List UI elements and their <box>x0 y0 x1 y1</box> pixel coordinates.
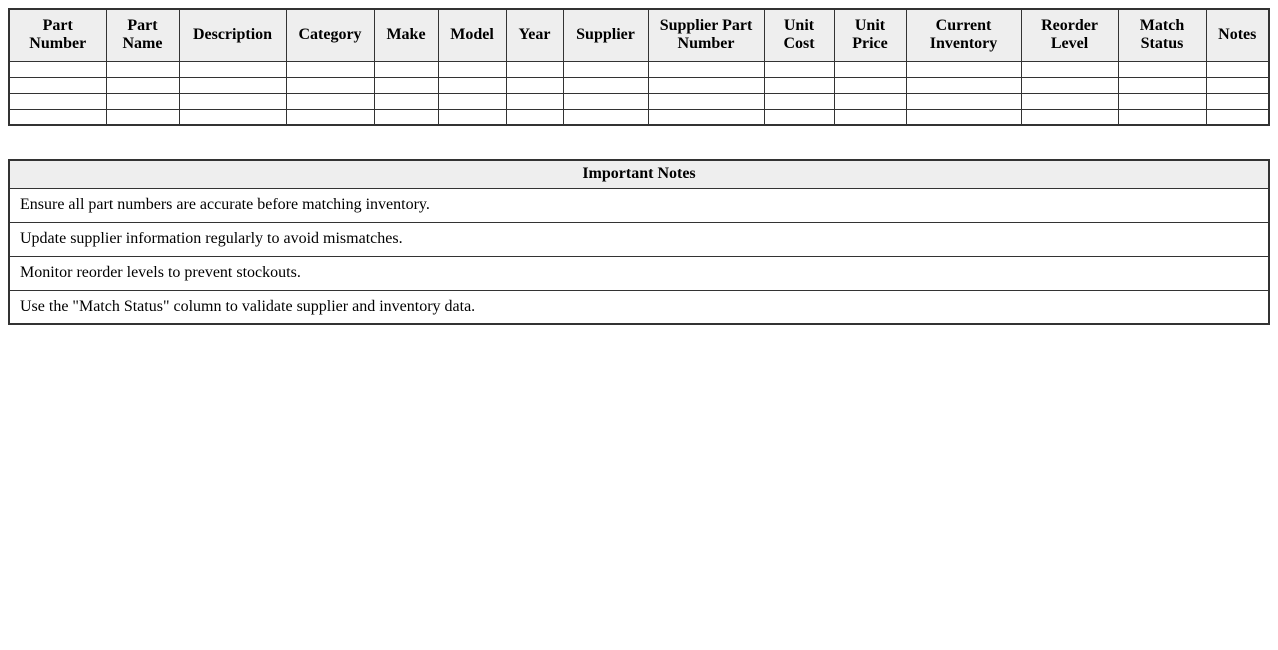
empty-cell <box>834 93 906 109</box>
empty-cell <box>374 109 438 125</box>
column-header-part-number: Part Number <box>9 9 106 61</box>
empty-cell <box>1021 77 1118 93</box>
empty-cell <box>1021 93 1118 109</box>
column-header-supplier: Supplier <box>563 9 648 61</box>
empty-cell <box>834 109 906 125</box>
empty-cell <box>506 109 563 125</box>
parts-table-body <box>9 61 1269 125</box>
empty-cell <box>1118 61 1206 77</box>
column-header-supplier-part-number: Supplier Part Number <box>648 9 764 61</box>
empty-cell <box>374 61 438 77</box>
note-row <box>9 222 1269 256</box>
parts-inventory-table <box>8 8 1270 126</box>
empty-cell <box>1206 61 1269 77</box>
empty-cell <box>286 93 374 109</box>
column-header-model: Model <box>438 9 506 61</box>
empty-cell <box>764 61 834 77</box>
column-header-match-status: Match Status <box>1118 9 1206 61</box>
empty-cell <box>374 93 438 109</box>
empty-cell <box>906 93 1021 109</box>
column-header-reorder-level: Reorder Level <box>1021 9 1118 61</box>
empty-data-row <box>9 93 1269 109</box>
column-header-unit-cost: Unit Cost <box>764 9 834 61</box>
empty-cell <box>1206 93 1269 109</box>
empty-cell <box>438 93 506 109</box>
column-header-notes: Notes <box>1206 9 1269 61</box>
column-header-part-name: Part Name <box>106 9 179 61</box>
empty-cell <box>1118 109 1206 125</box>
empty-cell <box>648 109 764 125</box>
note-text: Update supplier information regularly to avoid mismatches. <box>9 222 1269 256</box>
column-header-make: Make <box>374 9 438 61</box>
empty-cell <box>906 77 1021 93</box>
empty-data-row <box>9 109 1269 125</box>
empty-cell <box>9 109 106 125</box>
empty-cell <box>286 61 374 77</box>
empty-cell <box>1206 109 1269 125</box>
column-header-unit-price: Unit Price <box>834 9 906 61</box>
empty-cell <box>764 77 834 93</box>
empty-cell <box>563 109 648 125</box>
empty-cell <box>1118 93 1206 109</box>
note-row <box>9 188 1269 222</box>
empty-cell <box>834 61 906 77</box>
column-header-year: Year <box>506 9 563 61</box>
empty-cell <box>1118 77 1206 93</box>
empty-cell <box>648 61 764 77</box>
note-text: Use the "Match Status" column to validate supplier and inventory data. <box>9 290 1269 324</box>
empty-cell <box>9 77 106 93</box>
empty-cell <box>1021 61 1118 77</box>
empty-cell <box>563 93 648 109</box>
note-row <box>9 256 1269 290</box>
empty-cell <box>906 109 1021 125</box>
empty-cell <box>1206 77 1269 93</box>
column-header-description: Description <box>179 9 286 61</box>
empty-cell <box>106 109 179 125</box>
empty-cell <box>286 109 374 125</box>
empty-cell <box>179 109 286 125</box>
empty-cell <box>106 61 179 77</box>
empty-cell <box>286 77 374 93</box>
empty-data-row <box>9 77 1269 93</box>
empty-cell <box>764 109 834 125</box>
note-row <box>9 290 1269 324</box>
empty-cell <box>648 93 764 109</box>
important-notes-table <box>8 159 1270 325</box>
note-text: Monitor reorder levels to prevent stockouts. <box>9 256 1269 290</box>
note-text: Ensure all part numbers are accurate before matching inventory. <box>9 188 1269 222</box>
empty-cell <box>438 77 506 93</box>
empty-cell <box>764 93 834 109</box>
empty-cell <box>438 61 506 77</box>
notes-title: Important Notes <box>9 160 1269 188</box>
empty-cell <box>374 77 438 93</box>
column-header-current-inventory: Current Inventory <box>906 9 1021 61</box>
notes-header-row <box>9 160 1269 188</box>
empty-cell <box>648 77 764 93</box>
empty-cell <box>106 93 179 109</box>
empty-cell <box>906 61 1021 77</box>
empty-cell <box>834 77 906 93</box>
empty-cell <box>9 61 106 77</box>
empty-cell <box>9 93 106 109</box>
empty-cell <box>179 61 286 77</box>
empty-cell <box>506 77 563 93</box>
empty-cell <box>179 93 286 109</box>
empty-cell <box>438 109 506 125</box>
empty-cell <box>1021 109 1118 125</box>
empty-cell <box>563 77 648 93</box>
empty-cell <box>179 77 286 93</box>
empty-cell <box>563 61 648 77</box>
empty-cell <box>506 61 563 77</box>
column-header-category: Category <box>286 9 374 61</box>
empty-cell <box>106 77 179 93</box>
empty-cell <box>506 93 563 109</box>
parts-table-header-row <box>9 9 1269 61</box>
empty-data-row <box>9 61 1269 77</box>
